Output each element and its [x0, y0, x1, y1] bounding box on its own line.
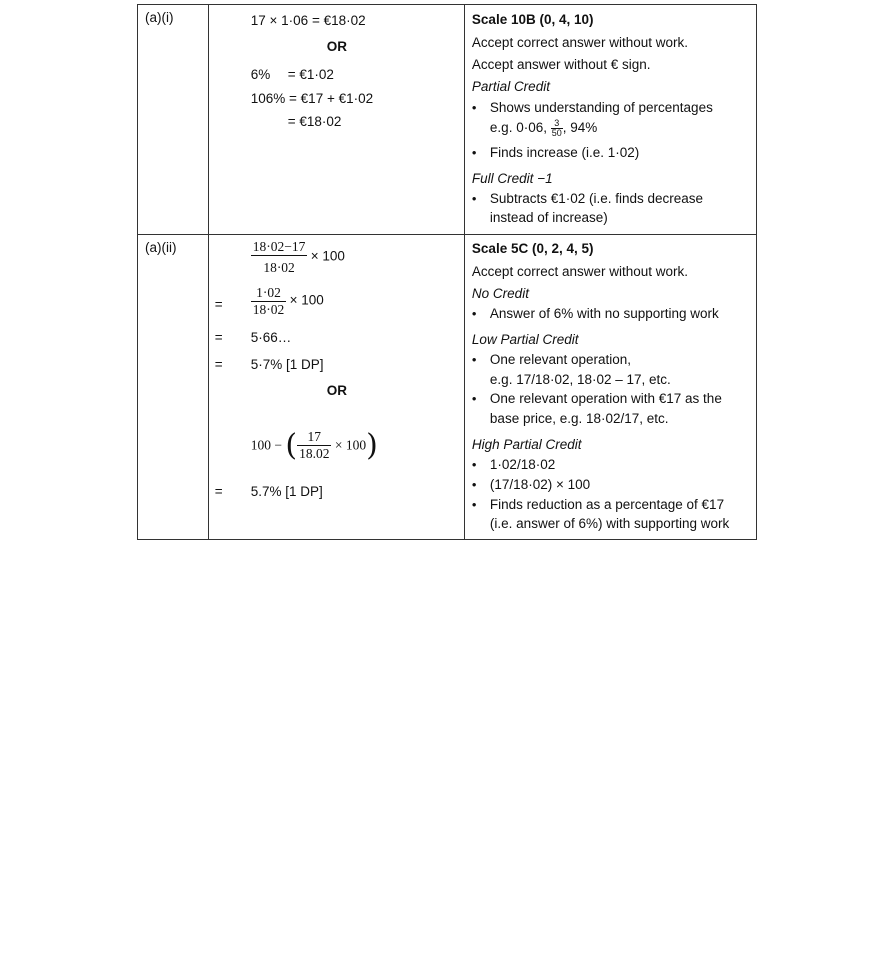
- work-text: × 100: [310, 248, 345, 264]
- fraction-denominator: 18.02: [299, 446, 330, 461]
- fraction-denominator: 18·02: [252, 302, 285, 317]
- credit-heading: Low Partial Credit: [471, 332, 579, 347]
- work-cell: [208, 5, 464, 235]
- note-line: Subtracts €1·02 (i.e. finds decrease: [489, 191, 704, 206]
- or-label: OR: [326, 39, 348, 54]
- notes-cell: [464, 235, 756, 540]
- work-line: [251, 239, 345, 276]
- work-line: 5·66…: [250, 330, 292, 345]
- bullet: •: [471, 352, 477, 367]
- work-text: 100 −: [250, 437, 283, 453]
- note-text: e.g. 0·06,: [489, 120, 547, 136]
- part-cell: [138, 235, 209, 540]
- bullet: •: [471, 457, 477, 472]
- note-line: e.g. 17/18·02, 18·02 – 17, etc.: [489, 372, 671, 387]
- work-line: [251, 285, 324, 318]
- note-line: instead of increase): [489, 210, 608, 225]
- fraction-denominator: 18·02: [263, 260, 295, 275]
- bullet: •: [471, 306, 477, 321]
- credit-heading: Partial Credit: [471, 79, 550, 94]
- note-line: Finds reduction as a percentage of €17: [489, 497, 725, 512]
- work-line: 17 × 1·06 = €18·02: [250, 13, 366, 28]
- note-line: Accept correct answer without work.: [471, 264, 689, 279]
- note-line: Shows understanding of percentages: [489, 100, 713, 115]
- note-line: (17/18·02) × 100: [489, 477, 591, 492]
- note-line: Answer of 6% with no supporting work: [489, 306, 719, 321]
- work-line: = €1·02: [287, 67, 334, 82]
- work-line: 106% = €17 + €1·02: [250, 91, 374, 106]
- table-row-a-i: [138, 5, 757, 235]
- credit-heading: No Credit: [471, 286, 529, 301]
- fraction-numerator: 3: [551, 119, 563, 129]
- fraction: [551, 119, 563, 138]
- work-line: 5.7% [1 DP]: [250, 484, 323, 499]
- note-line: Accept answer without € sign.: [471, 57, 651, 72]
- bullet: •: [471, 145, 477, 160]
- work-line: [251, 428, 378, 463]
- equals-sign: =: [214, 357, 223, 372]
- work-text: × 100: [289, 292, 324, 308]
- or-label: OR: [326, 383, 348, 398]
- equals-sign: =: [214, 297, 223, 312]
- scale-heading: Scale 10B (0, 4, 10): [471, 12, 594, 27]
- note-text: , 94%: [562, 120, 598, 136]
- open-paren: (: [285, 428, 298, 463]
- fraction-denominator: 50: [551, 128, 562, 138]
- bullet: •: [471, 477, 477, 492]
- fraction: [251, 285, 287, 318]
- fraction-numerator: 1·02: [251, 285, 287, 302]
- note-line: (i.e. answer of 6%) with supporting work: [489, 516, 730, 531]
- work-line: 6%: [250, 67, 271, 82]
- fraction: [251, 239, 308, 276]
- equals-sign: =: [214, 484, 223, 499]
- credit-heading: Full Credit −1: [471, 171, 553, 186]
- note-line: One relevant operation,: [489, 352, 632, 367]
- equals-sign: =: [214, 330, 223, 345]
- note-line: Finds increase (i.e. 1·02): [489, 145, 640, 160]
- note-line: 1·02/18·02: [489, 457, 556, 472]
- note-line: Accept correct answer without work.: [471, 35, 689, 50]
- bullet: •: [471, 391, 477, 406]
- fraction-numerator: 18·02−17: [252, 239, 306, 254]
- marking-scheme-table: [137, 4, 757, 540]
- note-line: [490, 119, 597, 138]
- fraction: [297, 429, 331, 462]
- scale-heading: Scale 5C (0, 2, 4, 5): [471, 241, 594, 256]
- part-label: (a)(ii): [145, 240, 177, 255]
- table-row-a-ii: [138, 235, 757, 540]
- work-text: × 100: [334, 437, 367, 453]
- work-cell: [208, 235, 464, 540]
- close-paren: ): [366, 428, 378, 463]
- note-line: base price, e.g. 18·02/17, etc.: [489, 411, 669, 426]
- work-line: = €18·02: [287, 114, 342, 129]
- part-cell: [138, 5, 209, 235]
- notes-cell: [464, 5, 756, 235]
- work-line: 5·7% [1 DP]: [250, 357, 324, 372]
- part-label: (a)(i): [145, 10, 174, 25]
- bullet: •: [471, 100, 477, 115]
- credit-heading: High Partial Credit: [471, 437, 582, 452]
- bullet: •: [471, 191, 477, 206]
- bullet: •: [471, 497, 477, 512]
- note-line: One relevant operation with €17 as the: [489, 391, 722, 406]
- fraction-numerator: 17: [297, 429, 331, 446]
